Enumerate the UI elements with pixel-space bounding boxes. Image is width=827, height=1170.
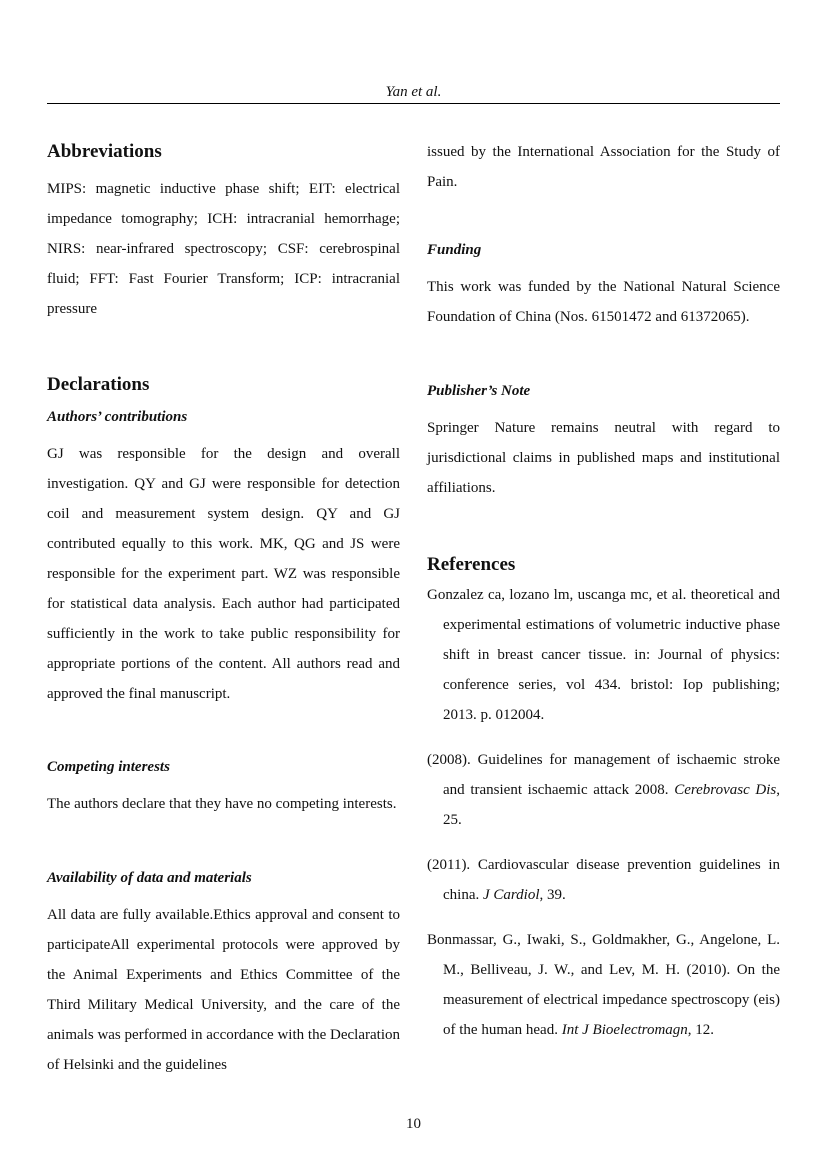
left-column [47,137,400,1080]
availability-heading: Availability of data and materials [47,870,252,886]
reference-text: Gonzalez ca, lozano lm, uscanga mc, et al. theoretical and experimental estimations of volumetric inductive phase shift in breast cancer tissue. in: Journal of physics: conference series, vol 434. bristol: Iop publishing; 2013. p. 012004. [427,587,780,723]
running-head: Yan et al. [385,84,442,100]
reference-journal: J Cardiol [482,887,540,903]
references-heading: References [427,554,516,575]
reference-item [427,925,780,1045]
reference-journal: Cerebrovasc Dis [674,782,777,798]
publishers-note-heading: Publisher’s Note [427,383,531,399]
reference-text: (2011). Cardiovascular disease prevention guidelines in china. [427,857,780,903]
page-number: 10 [406,1116,421,1132]
declarations-heading: Declarations [47,374,150,395]
abbreviations-text: MIPS: magnetic inductive phase shift; EIT: electrical impedance tomography; ICH: intracranial hemorrhage; NIRS: near-infrared spectroscopy; CSF: cerebrospinal fluid; FFT: Fast Fourier Transform; ICP: intracranial pressure [47,181,400,317]
header-rule [47,103,780,104]
reference-text: Bonmassar, G., Iwaki, S., Goldmakher, G., Angelone, L. M., Belliveau, J. W., and Lev, M. H. (2010). On the measurement of electrical impedance spectroscopy (eis) of the human head. [427,932,780,1038]
publishers-note-text: Springer Nature remains neutral with regard to jurisdictional claims in published maps and institutional affiliations. [427,420,780,496]
funding-text: This work was funded by the National Natural Science Foundation of China (Nos. 61501472 and 61372065). [427,279,780,325]
competing-interests-heading: Competing interests [47,759,170,775]
reference-text-tail: , 39. [539,887,566,903]
reference-item [427,580,780,730]
reference-journal: Int J Bioelectromagn [561,1022,688,1038]
reference-item [427,745,780,835]
competing-interests-text: The authors declare that they have no competing interests. [47,796,397,812]
authors-contributions-text: GJ was responsible for the design and overall investigation. QY and GJ were responsible for detection coil and measurement system design. QY and GJ contributed equally to this work. MK, QG and JS were responsible for the experiment part. WZ was responsible for statistical data analysis. Each author had participated sufficiently in the work to take public responsibility for appropriate portions of the content. All authors read and approved the final manuscript. [47,446,400,702]
abbreviations-heading: Abbreviations [47,141,162,162]
reference-text: (2008). Guidelines for management of ischaemic stroke and transient ischaemic attack 2008. [427,752,780,798]
reference-text-tail: , 12. [687,1022,715,1038]
reference-text-tail: , 25. [443,782,780,828]
funding-heading: Funding [427,242,482,258]
reference-item [427,850,780,910]
right-column [427,137,780,1045]
availability-text: All data are fully available.Ethics approval and consent to participateAll experimental protocols were approved by the Animal Experiments and Ethics Committee of the Third Military Medical University, and the care of the animals was performed in accordance with the Declaration of Helsinki and the guidelines [47,907,400,1073]
authors-contributions-heading: Authors’ contributions [47,409,188,425]
continued-text: issued by the International Association for the Study of Pain. [427,144,780,190]
